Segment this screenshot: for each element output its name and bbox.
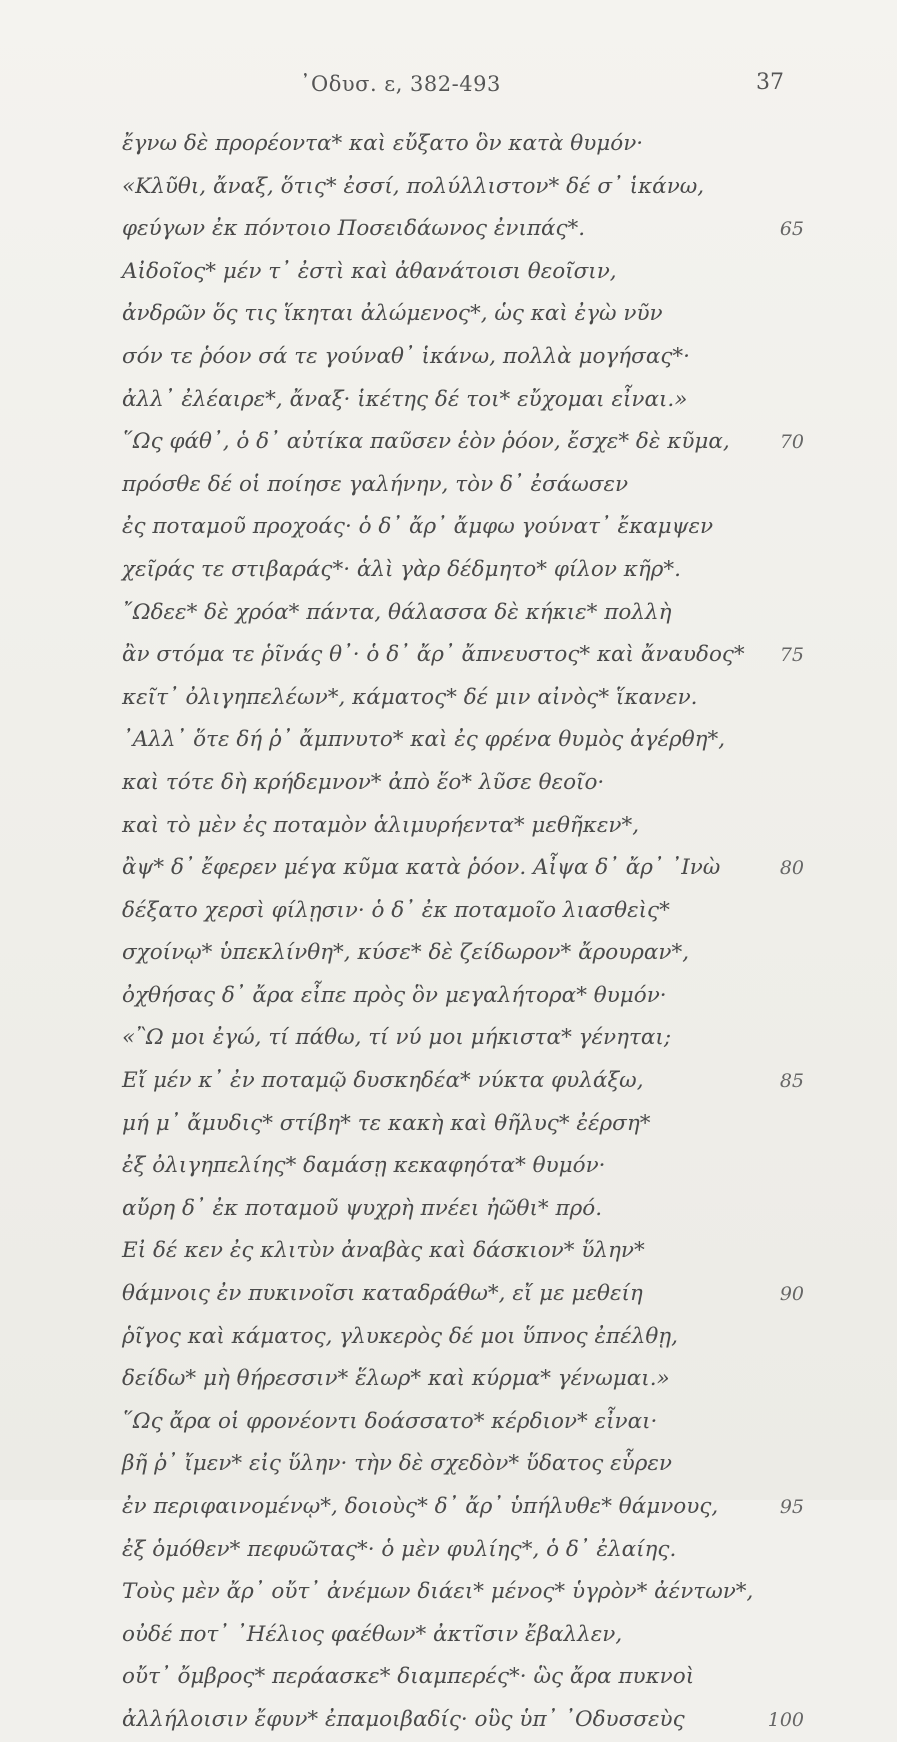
verse-text: θάμνοις ἐν πυκινοῖσι καταδράθω*, εἴ με μεθείη xyxy=(122,1281,643,1307)
verse-text: καὶ τὸ μὲν ἐς ποταμὸν ἁλιμυρήεντα* μεθῆκεν*, xyxy=(122,812,640,838)
line-number: 85 xyxy=(779,1070,804,1093)
verse-text: Εἴ μέν κ᾿ ἐν ποταμῷ δυσκηδέα* νύκτα φυλάξω, xyxy=(122,1068,644,1094)
verse-text: πρόσθε δέ οἱ ποίησε γαλήνην, τὸν δ᾿ ἐσάωσεν xyxy=(122,471,629,497)
verse-line xyxy=(0,293,897,336)
verse-text: κεῖτ᾿ ὀλιγηπελέων*, κάματος* δέ μιν αἰνὸς* ἵκανεν. xyxy=(122,684,698,710)
line-number: 90 xyxy=(779,1283,804,1306)
verse-line xyxy=(0,1358,897,1401)
verse-text: ἀνδρῶν ὅς τις ἵκηται ἀλώμενος*, ὡς καὶ ἐγὼ νῦν xyxy=(122,301,663,327)
verse-line xyxy=(0,1401,897,1444)
verse-line xyxy=(0,1060,897,1103)
line-number: 65 xyxy=(779,218,804,241)
verse-text: ἀλλήλοισιν ἔφυν* ἐπαμοιβαδίς· οὓς ὑπ᾿ ᾿Οδυσσεὺς xyxy=(122,1706,685,1732)
verse-text: οὔτ᾿ ὄμβρος* περάασκε* διαμπερές*· ὣς ἄρα πυκνοὶ xyxy=(122,1664,695,1690)
verse-text: φεύγων ἐκ πόντοιο Ποσειδάωνος ἐνιπάς*. xyxy=(122,216,586,242)
verse-line xyxy=(0,506,897,549)
verse-line xyxy=(0,847,897,890)
verse-line xyxy=(0,549,897,592)
verse-line xyxy=(0,1529,897,1572)
verse-text: ῞Ως ἄρα οἱ φρονέοντι δοάσσατο* κέρδιον* εἶναι· xyxy=(122,1408,658,1434)
verse-text: μή μ᾿ ἄμυδις* στίβη* τε κακὴ καὶ θῆλυς* ἐέρση* xyxy=(122,1110,651,1136)
verse-text: ῞Ως φάθ᾿, ὁ δ᾿ αὐτίκα παῦσεν ἑὸν ῥόον, ἔσχε* δὲ κῦμα, xyxy=(122,429,730,455)
verse-text: αὔρη δ᾿ ἐκ ποταμοῦ ψυχρὴ πνέει ἠῶθι* πρό. xyxy=(122,1195,603,1221)
verse-line xyxy=(0,592,897,635)
verse-line xyxy=(0,1316,897,1359)
verse-line xyxy=(0,1699,897,1742)
verse-text: ἂψ* δ᾿ ἔφερεν μέγα κῦμα κατὰ ῥόον. Αἶψα δ᾿ ἄρ᾿ ᾿Ινὼ xyxy=(122,855,721,881)
verse-line xyxy=(0,1273,897,1316)
verse-text: «῍Ω μοι ἐγώ, τί πάθω, τί νύ μοι μήκιστα* γένηται; xyxy=(122,1025,672,1051)
verse-text: οὐδέ ποτ᾿ ᾿Ηέλιος φαέθων* ἀκτῖσιν ἔβαλλεν, xyxy=(122,1621,623,1647)
verse-line xyxy=(0,762,897,805)
verse-line xyxy=(0,890,897,933)
running-head: ᾿Οδυσ. ε, 382-493 xyxy=(300,72,501,96)
verse-line xyxy=(0,975,897,1018)
verse-line xyxy=(0,719,897,762)
verse-text: δείδω* μὴ θήρεσσιν* ἕλωρ* καὶ κύρμα* γένωμαι.» xyxy=(122,1366,670,1392)
verse-line xyxy=(0,1486,897,1529)
verse-line xyxy=(0,1656,897,1699)
verse-text: ῥῖγος καὶ κάματος, γλυκερὸς δέ μοι ὕπνος ἐπέλθῃ, xyxy=(122,1323,678,1349)
line-number: 95 xyxy=(779,1496,804,1518)
verse-text: Τοὺς μὲν ἄρ᾿ οὔτ᾿ ἀνέμων διάει* μένος* ὑγρὸν* ἀέντων*, xyxy=(122,1579,754,1605)
verse-text: δέξατο χερσὶ φίλῃσιν· ὁ δ᾿ ἐκ ποταμοῖο λιασθεὶς* xyxy=(122,897,670,923)
verse-line xyxy=(0,1571,897,1614)
line-number: 80 xyxy=(779,857,804,880)
verse-line xyxy=(0,1230,897,1273)
verse-text: Αἰδοῖος* μέν τ᾿ ἐστὶ καὶ ἀθανάτοισι θεοῖσιν, xyxy=(122,258,617,284)
verse-text: ἔγνω δὲ προρέοντα* καὶ εὔξατο ὃν κατὰ θυμόν· xyxy=(122,131,644,156)
verse-text: ἐξ ὀλιγηπελίης* δαμάσῃ κεκαφηότα* θυμόν· xyxy=(122,1153,606,1179)
verse-line xyxy=(0,1614,897,1657)
verse-line xyxy=(0,932,897,975)
line-number: 70 xyxy=(779,431,804,454)
verse-line xyxy=(0,336,897,379)
verse-line xyxy=(0,1188,897,1231)
verse-line xyxy=(0,677,897,720)
verse-line xyxy=(0,1145,897,1188)
verse-text: καὶ τότε δὴ κρήδεμνον* ἀπὸ ἕο* λῦσε θεοῖο· xyxy=(122,769,605,795)
verse-text: ἀλλ᾿ ἐλέαιρε*, ἄναξ· ἱκέτης δέ τοι* εὔχομαι εἶναι.» xyxy=(122,386,688,412)
verse-line xyxy=(0,123,897,166)
verse-line xyxy=(0,166,897,209)
verse-text: ἐξ ὁμόθεν* πεφυῶτας*· ὁ μὲν φυλίης*, ὁ δ᾿ ἐλαίης. xyxy=(122,1536,677,1562)
verse-line xyxy=(0,251,897,294)
verse-line xyxy=(0,805,897,848)
verse-block xyxy=(0,123,897,1742)
verse-text: ῎Ωδεε* δὲ χρόα* πάντα, θάλασσα δὲ κήκιε* πολλὴ xyxy=(122,599,672,625)
verse-line xyxy=(0,634,897,677)
verse-text: χεῖράς τε στιβαράς*· ἁλὶ γὰρ δέδμητο* φίλον κῆρ*. xyxy=(122,556,681,582)
verse-text: ᾿Αλλ᾿ ὅτε δή ῥ᾿ ἄμπνυτο* καὶ ἐς φρένα θυμὸς ἀγέρθη*, xyxy=(122,727,726,753)
verse-text: «Κλῦθι, ἄναξ, ὅτις* ἐσσί, πολύλλιστον* δέ σ᾿ ἱκάνω, xyxy=(122,173,705,199)
verse-line xyxy=(0,464,897,507)
line-number: 75 xyxy=(779,644,804,667)
verse-line xyxy=(0,1017,897,1060)
line-number: 100 xyxy=(767,1708,804,1731)
verse-text: ὀχθήσας δ᾿ ἄρα εἶπε πρὸς ὃν μεγαλήτορα* θυμόν· xyxy=(122,982,667,1008)
verse-text: βῆ ῥ᾿ ἴμεν* εἰς ὕλην· τὴν δὲ σχεδὸν* ὕδατος εὗρεν xyxy=(122,1451,673,1477)
verse-line xyxy=(0,1443,897,1486)
verse-text: ἂν στόμα τε ῥῖνάς θ᾿· ὁ δ᾿ ἄρ᾿ ἄπνευστος* καὶ ἄναυδος* xyxy=(122,642,745,668)
verse-text: ἐς ποταμοῦ προχοάς· ὁ δ᾿ ἄρ᾿ ἄμφω γούνατ᾿ ἔκαμψεν xyxy=(122,514,714,540)
verse-text: σχοίνῳ* ὑπεκλίνθη*, κύσε* δὲ ζείδωρον* ἄρουραν*, xyxy=(122,940,690,966)
verse-line xyxy=(0,208,897,251)
page-number: 37 xyxy=(756,70,784,95)
verse-text: σόν τε ῥόον σά τε γούναθ᾿ ἱκάνω, πολλὰ μογήσας*· xyxy=(122,343,690,369)
verse-text: ἐν περιφαινομένῳ*, δοιοὺς* δ᾿ ἄρ᾿ ὑπήλυθε* θάμνους, xyxy=(122,1494,719,1519)
verse-line xyxy=(0,421,897,464)
verse-line xyxy=(0,1103,897,1146)
verse-text: Εἰ δέ κεν ἐς κλιτὺν ἀναβὰς καὶ δάσκιον* ὕλην* xyxy=(122,1238,645,1264)
verse-line xyxy=(0,379,897,422)
